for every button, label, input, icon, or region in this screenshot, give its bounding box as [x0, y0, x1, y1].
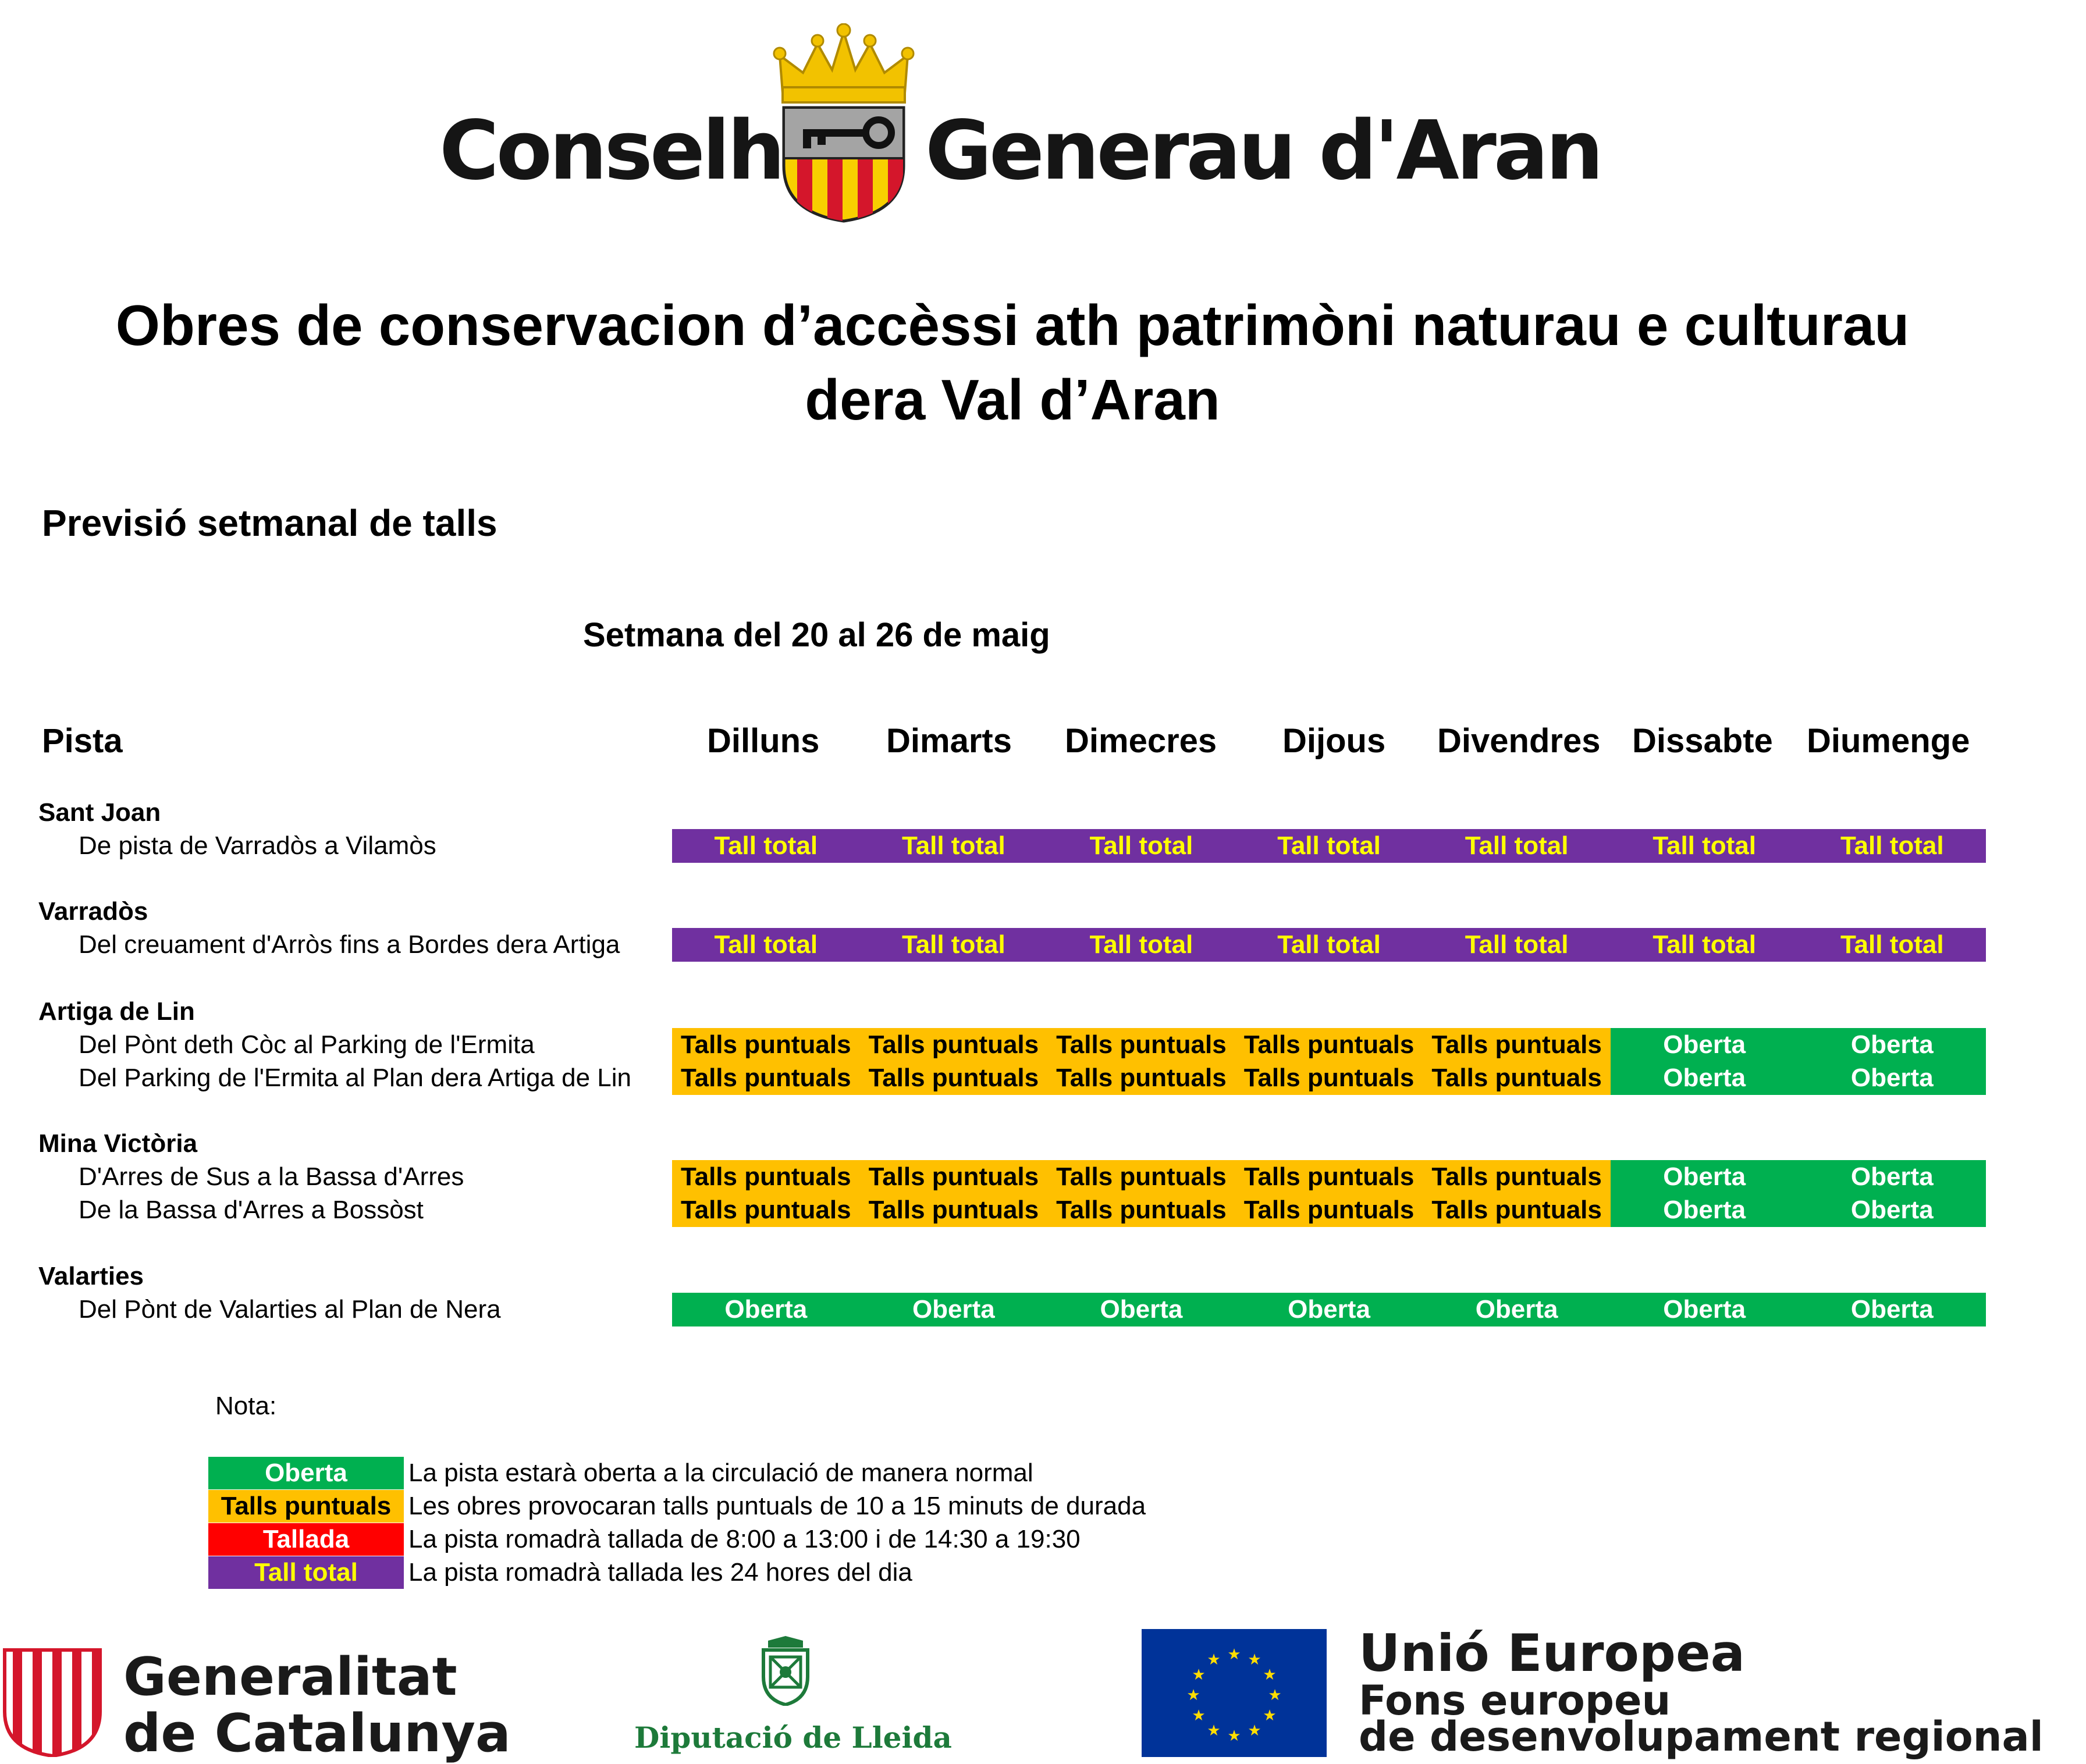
route-name: De la Bassa d'Arres a Bossòst — [79, 1196, 424, 1224]
status-cell: Talls puntuals — [1047, 1028, 1235, 1062]
route-name: Del Parking de l'Ermita al Plan dera Artiga de Lin — [79, 1064, 632, 1092]
route-group-name: Varradòs — [38, 897, 148, 926]
page-title: Obres de conservacion d’accèssi ath patrimòni naturau e culturau dera Val d’Aran — [115, 293, 1910, 432]
status-cell: Oberta — [1798, 1293, 1986, 1326]
status-cell: Oberta — [1611, 1160, 1799, 1194]
route-group-name: Valarties — [38, 1262, 144, 1290]
status-cell: Oberta — [672, 1293, 860, 1326]
legend-item — [208, 1457, 1033, 1489]
status-cell: Talls puntuals — [1423, 1061, 1611, 1095]
status-cell: Tall total — [1798, 928, 1986, 962]
status-cell: Oberta — [860, 1293, 1048, 1326]
eu-logo-text: Fons europeu — [1359, 1677, 1671, 1724]
status-cell: Talls puntuals — [1235, 1193, 1423, 1227]
legend-text: La pista romadrà tallada de 8:00 a 13:00 i de 14:30 a 19:30 — [408, 1525, 1081, 1553]
legend-swatch-oberta: Oberta — [208, 1457, 404, 1489]
svg-text:★: ★ — [1207, 1722, 1221, 1740]
status-cell: Oberta — [1235, 1293, 1423, 1326]
diputacio-logo-text: Diputació de Lleida — [634, 1720, 952, 1755]
org-name-right: Generau d'Aran — [925, 104, 1601, 198]
table-row — [672, 1061, 1986, 1095]
status-cell: Talls puntuals — [672, 1193, 860, 1227]
status-cell: Tall total — [1235, 829, 1423, 863]
status-cell: Oberta — [1423, 1293, 1611, 1326]
status-cell: Tall total — [672, 829, 860, 863]
status-cell: Tall total — [860, 829, 1048, 863]
svg-text:★: ★ — [1227, 1646, 1241, 1663]
generalitat-logo-text: Generalitat — [123, 1646, 457, 1708]
legend-swatch-puntuals: Talls puntuals — [208, 1490, 404, 1523]
column-header-day: Dimecres — [1065, 722, 1217, 760]
generalitat-logo-text: de Catalunya — [123, 1703, 511, 1764]
route-name: D'Arres de Sus a la Bassa d'Arres — [79, 1162, 464, 1191]
route-name: Del Pònt de Valarties al Plan de Nera — [79, 1295, 501, 1324]
status-cell: Talls puntuals — [1235, 1028, 1423, 1062]
status-cell: Tall total — [1423, 829, 1611, 863]
status-cell: Tall total — [672, 928, 860, 962]
status-cell: Talls puntuals — [1235, 1061, 1423, 1095]
column-header-day: Dilluns — [707, 722, 820, 760]
diputacio-shield-icon — [756, 1636, 815, 1706]
route-name: Del Pònt deth Còc al Parking de l'Ermita — [79, 1030, 535, 1059]
column-header-day: Dijous — [1282, 722, 1386, 760]
status-cell: Oberta — [1798, 1061, 1986, 1095]
week-label: Setmana del 20 al 26 de maig — [583, 616, 1050, 654]
legend-text: La pista estarà oberta a la circulació de manera normal — [408, 1459, 1033, 1487]
eu-logo-text: de desenvolupament regional — [1359, 1713, 2044, 1761]
status-cell: Talls puntuals — [672, 1160, 860, 1194]
svg-text:★: ★ — [1263, 1666, 1277, 1684]
status-cell: Oberta — [1798, 1028, 1986, 1062]
column-header-day: Dimarts — [886, 722, 1012, 760]
svg-text:★: ★ — [1268, 1687, 1282, 1704]
column-header-day: Divendres — [1437, 722, 1601, 760]
eu-logo-text: Unió Europea — [1359, 1623, 1746, 1683]
legend-swatch-total: Tall total — [208, 1556, 404, 1589]
column-header-day: Diumenge — [1807, 722, 1970, 760]
route-name: Del creuament d'Arròs fins a Bordes dera Artiga — [79, 930, 620, 959]
coat-of-arms-icon — [771, 23, 916, 224]
status-cell: Tall total — [1611, 928, 1799, 962]
status-cell: Tall total — [1611, 829, 1799, 863]
senyera-icon — [0, 1648, 105, 1757]
column-header-pista: Pista — [42, 722, 123, 760]
status-cell: Talls puntuals — [860, 1160, 1048, 1194]
status-cell: Oberta — [1798, 1193, 1986, 1227]
status-cell: Talls puntuals — [860, 1061, 1048, 1095]
column-header-day: Dissabte — [1632, 722, 1773, 760]
status-cell: Talls puntuals — [672, 1061, 860, 1095]
status-cell: Tall total — [1798, 829, 1986, 863]
eu-flag-icon — [1142, 1629, 1327, 1757]
status-cell: Talls puntuals — [1423, 1193, 1611, 1227]
status-cell: Talls puntuals — [672, 1028, 860, 1062]
status-cell: Talls puntuals — [1047, 1061, 1235, 1095]
svg-text:★: ★ — [1186, 1687, 1200, 1704]
legend-item — [208, 1523, 1081, 1556]
status-cell: Talls puntuals — [1423, 1160, 1611, 1194]
status-cell: Oberta — [1047, 1293, 1235, 1326]
table-row — [672, 829, 1986, 863]
route-group-name: Mina Victòria — [38, 1129, 198, 1158]
org-name-left: Conselh — [439, 104, 783, 198]
status-cell: Tall total — [1047, 928, 1235, 962]
route-group-name: Sant Joan — [38, 798, 161, 827]
svg-text:★: ★ — [1248, 1722, 1261, 1740]
table-row — [672, 1193, 1986, 1227]
svg-text:★: ★ — [1227, 1727, 1241, 1745]
status-cell: Talls puntuals — [1047, 1160, 1235, 1194]
svg-text:★: ★ — [1192, 1707, 1206, 1724]
crown-icon — [774, 24, 914, 102]
status-cell: Tall total — [860, 928, 1048, 962]
legend-item — [208, 1556, 912, 1589]
legend-title: Nota: — [215, 1392, 277, 1420]
legend-item — [208, 1490, 1146, 1523]
legend-swatch-tallada: Tallada — [208, 1523, 404, 1556]
table-row — [672, 1028, 1986, 1062]
svg-text:★: ★ — [1263, 1707, 1277, 1724]
svg-text:★: ★ — [1207, 1651, 1221, 1669]
status-cell: Oberta — [1611, 1293, 1799, 1326]
table-row — [672, 1293, 1986, 1326]
table-row — [672, 1160, 1986, 1194]
table-row — [672, 928, 1986, 962]
status-cell: Talls puntuals — [1047, 1193, 1235, 1227]
status-cell: Talls puntuals — [1235, 1160, 1423, 1194]
svg-text:★: ★ — [1192, 1666, 1206, 1684]
status-cell: Tall total — [1423, 928, 1611, 962]
status-cell: Talls puntuals — [860, 1028, 1048, 1062]
status-cell: Oberta — [1611, 1061, 1799, 1095]
route-group-name: Artiga de Lin — [38, 997, 195, 1026]
status-cell: Tall total — [1047, 829, 1235, 863]
status-cell: Talls puntuals — [860, 1193, 1048, 1227]
svg-text:★: ★ — [1248, 1651, 1261, 1669]
status-cell: Tall total — [1235, 928, 1423, 962]
route-name: De pista de Varradòs a Vilamòs — [79, 831, 436, 860]
status-cell: Talls puntuals — [1423, 1028, 1611, 1062]
status-cell: Oberta — [1611, 1028, 1799, 1062]
status-cell: Oberta — [1798, 1160, 1986, 1194]
section-subtitle: Previsió setmanal de talls — [42, 502, 497, 544]
legend-text: Les obres provocaran talls puntuals de 10 a 15 minuts de durada — [408, 1492, 1146, 1520]
status-cell: Oberta — [1611, 1193, 1799, 1227]
legend-text: La pista romadrà tallada les 24 hores del dia — [408, 1558, 912, 1587]
